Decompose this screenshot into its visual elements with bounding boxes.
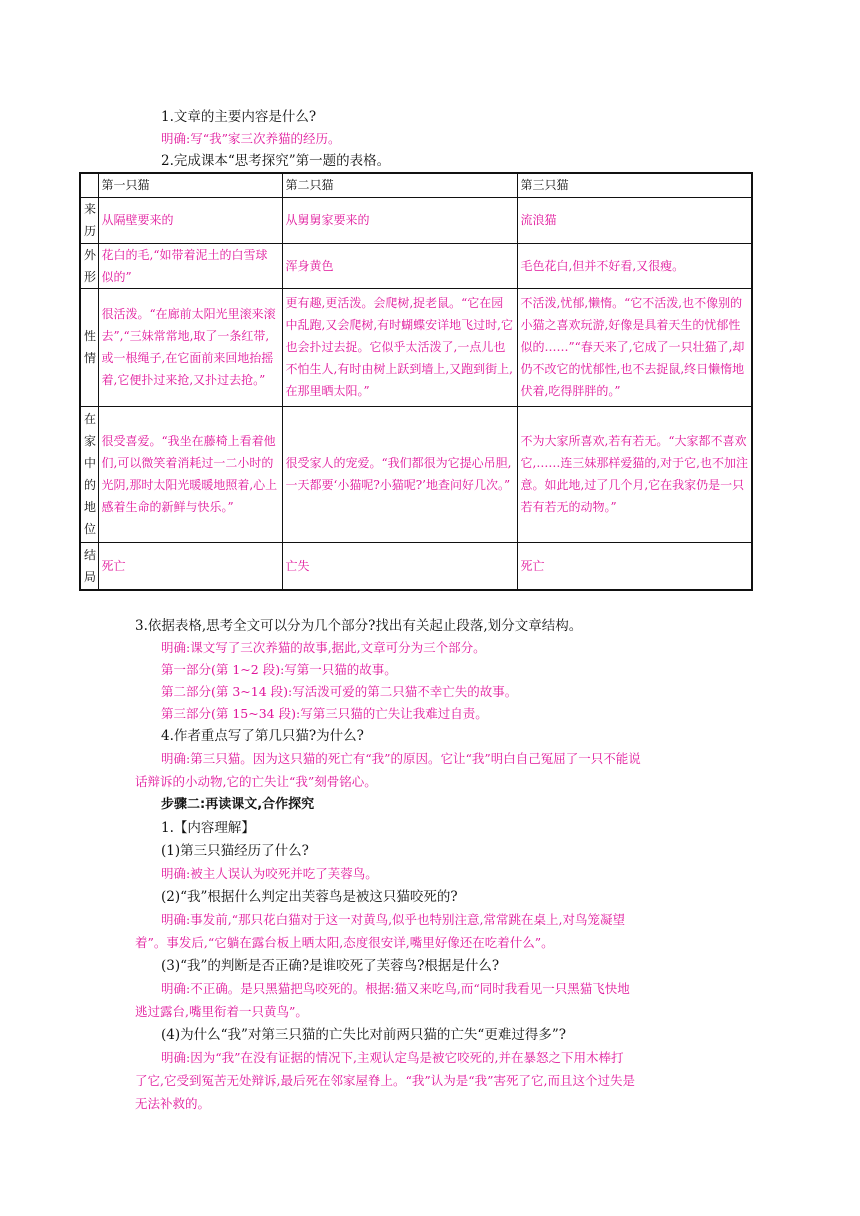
cell-text: 死亡: [520, 558, 545, 573]
table-cell: [98, 288, 282, 406]
row-label-text: 在家中的地位: [84, 412, 97, 536]
sub-question-1: (1)第三只猫经历了什么?: [161, 843, 309, 859]
cell-text: 很受家人的宠爱。“我们都很为它提心吊胆,一天都要‘小猫呢?小猫呢?’地查问好几次。”: [285, 456, 512, 492]
row-label-text: 外形: [84, 247, 97, 284]
cell-text: 从舅舅家要来的: [285, 213, 370, 227]
sub-answer-2-line-1: 明确:事发前,“那只花白猫对于这一对黄鸟,似乎也特别注意,常常跳在桌上,对鸟笼凝望: [161, 912, 625, 927]
sub-answer-2-line-2: 着”。事发后,“它躺在露台板上晒太阳,态度很安详,嘴里好像还在吃着什么”。: [135, 935, 554, 950]
row-label-status: [80, 406, 98, 542]
table-cell: [282, 406, 517, 542]
question-4: 4.作者重点写了第几只猫?为什么?: [161, 728, 364, 744]
table-cell: [517, 406, 752, 542]
sub-answer-1: 明确:被主人误认为咬死并吃了芙蓉鸟。: [161, 866, 378, 881]
sub-question-3: (3)“我”的判断是否正确?是谁咬死了芙蓉鸟?根据是什么?: [161, 958, 500, 974]
cell-text: 毛色花白,但并不好看,又很瘦。: [520, 258, 685, 273]
table-cell: [517, 197, 752, 243]
content-understanding-heading: 1.【内容理解】: [161, 820, 255, 836]
row-label-temperament: [80, 288, 98, 406]
table-row: [80, 243, 752, 288]
answer-3-line-4: 第三部分(第 15~34 段):写第三只猫的亡失让我难过自责。: [161, 706, 488, 721]
cell-text: 亡失: [285, 558, 310, 573]
cell-text: 更有趣,更活泼。会爬树,捉老鼠。“它在园中乱跑,又会爬树,有时蝴蝶安详地飞过时,它也会扑过去捉。它似乎太活泼了,一点儿也不怕生人,有时由树上跃到墙上,又跑到街上,在那里晒太阳。”: [285, 296, 513, 398]
table-header-row: [80, 173, 752, 197]
answer-3-line-2: 第一部分(第 1~2 段):写第一只猫的故事。: [161, 662, 397, 677]
cell-text: 很受喜爱。“我坐在藤椅上看着他们,可以微笑着消耗过一二小时的光阴,那时太阳光暖暖地照着,心上感着生命的新鲜与快乐。”: [101, 434, 278, 514]
cell-text: 浑身黄色: [285, 258, 334, 273]
cell-text: 从隔壁要来的: [101, 213, 174, 227]
table-header-cat3: 第三只猫: [517, 173, 752, 197]
table-cell: [98, 197, 282, 243]
sub-answer-3-line-1: 明确:不正确。是只黑猫把鸟咬死的。根据:猫又来吃鸟,而“同时我看见一只黑猫飞快地: [161, 981, 630, 996]
row-label-origin: [80, 197, 98, 243]
cell-text: 很活泼。“在廊前太阳光里滚来滚去”,“三妹常常地,取了一条红带,或一根绳子,在它面前来回地抬摇着,它便扑过来抢,又扑过去抢。”: [101, 307, 276, 387]
row-label-ending: [80, 542, 98, 590]
table-cell: [98, 542, 282, 590]
question-1: 1.文章的主要内容是什么?: [161, 109, 317, 125]
sub-question-4: (4)为什么“我”对第三只猫的亡失比对前两只猫的亡失“更难过得多”?: [161, 1027, 566, 1043]
table-cell: [282, 197, 517, 243]
table-cell: [98, 243, 282, 288]
cell-text: 不活泼,忧郁,懒惰。“它不活泼,也不像别的小猫之喜欢玩游,好像是具着天生的忧郁性似的……”“春天来了,它成了一只壮猫了,却仍不改它的忧郁性,也不去捉鼠,终日懒惰地伏着,吃得胖胖的。”: [520, 296, 745, 398]
answer-3-line-3: 第二部分(第 3~14 段):写活泼可爱的第二只猫不幸亡失的故事。: [161, 684, 518, 699]
table-row: [80, 406, 752, 542]
row-label-text: 来历: [84, 202, 97, 238]
cell-text: 不为大家所喜欢,若有若无。“大家都不喜欢它,……连三妹那样爱猫的,对于它,也不加注意。如此地,过了几个月,它在我家仍是一只若有若无的动物。”: [520, 434, 748, 514]
cell-text: 花白的毛,“如带着泥土的白雪球似的”: [101, 247, 268, 284]
sub-answer-4-line-1: 明确:因为“我”在没有证据的情况下,主观认定鸟是被它咬死的,并在暴怒之下用木棒打: [161, 1050, 624, 1065]
sub-question-2: (2)“我”根据什么判定出芙蓉鸟是被这只猫咬死的?: [161, 889, 458, 905]
table-row: [80, 197, 752, 243]
table-cell: [517, 542, 752, 590]
row-label-text: 性情: [84, 329, 97, 365]
row-label-text: 结局: [84, 547, 97, 584]
sub-answer-4-line-2: 了它,它受到冤苦无处辩诉,最后死在邻家屋脊上。“我”认为是“我”害死了它,而且这个过失是: [135, 1073, 635, 1088]
cell-text: 流浪猫: [520, 213, 557, 227]
table-cell: [517, 243, 752, 288]
question-3: 3.依据表格,思考全文可以分为几个部分?找出有关起止段落,划分文章结构。: [135, 618, 583, 634]
row-label-appearance: [80, 243, 98, 288]
question-2: 2.完成课本“思考探究”第一题的表格。: [161, 153, 391, 169]
answer-4-line-2: 话辩诉的小动物,它的亡失让“我”刻骨铭心。: [135, 774, 377, 789]
table-cell: [517, 288, 752, 406]
answer-3-line-1: 明确:课文写了三次养猫的故事,据此,文章可分为三个部分。: [161, 640, 486, 655]
table-header-blank: [80, 173, 98, 197]
cat-comparison-table: [79, 172, 753, 591]
cell-text: 死亡: [101, 558, 126, 573]
table-cell: [282, 288, 517, 406]
table-cell: [282, 243, 517, 288]
table-row: [80, 288, 752, 406]
sub-answer-4-line-3: 无法补救的。: [135, 1096, 211, 1111]
table-cell: [282, 542, 517, 590]
step-two-heading: 步骤二:再读课文,合作探究: [161, 797, 315, 812]
table-row: [80, 542, 752, 590]
table-header-cat1: 第一只猫: [98, 173, 282, 197]
answer-1: 明确:写“我”家三次养猫的经历。: [161, 131, 341, 146]
answer-4-line-1: 明确:第三只猫。因为这只猫的死亡有“我”的原因。它让“我”明白自己冤屈了一只不能说: [161, 751, 641, 766]
sub-answer-3-line-2: 逃过露台,嘴里衔着一只黄鸟”。: [135, 1004, 308, 1019]
table-cell: [98, 406, 282, 542]
table-header-cat2: 第二只猫: [282, 173, 517, 197]
